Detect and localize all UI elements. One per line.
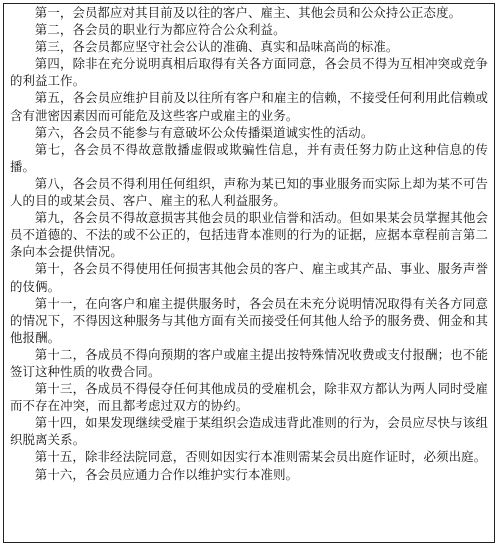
rule-4: 第四，除非在充分说明真相后取得有关各方面同意，各会员不得为互相冲突或竞争的利益工作。	[10, 56, 488, 89]
rule-16: 第十六，各会员应通力合作以维护实行本准则。	[34, 466, 299, 482]
rule-13: 第十三，各成员不得侵夺任何其他成员的受雇机会，除非双方都认为两人同时受雇而不存在冲突，而且都考虑过双方的协约。	[10, 381, 488, 414]
rule-7: 第七，各会员不得故意散播虚假或欺骗性信息，并有责任努力防止这种信息的传播。	[10, 141, 488, 174]
rule-8: 第八，各会员不得利用任何组织，声称为某已知的事业服务而实际上却为某不可告人的目的或某会员、客户、雇主的私人利益服务。	[10, 175, 488, 209]
rule-14: 第十四，如果发现继续受雇于某组织会造成违背此准则的行为，会员应尽快与该组织脱离关系。	[10, 415, 488, 448]
rule-1: 第一，会员都应对其目前及以往的客户、雇主、其他会员和公众持公正态度。	[34, 5, 462, 20]
rule-12: 第十二，各成员不得向预期的客户或雇主提出按特殊情况收费或支付报酬；也不能签订这种性质的收费合同。	[10, 346, 488, 379]
rule-2: 第二，各会员的职业行为都应符合公众利益。	[34, 22, 286, 38]
rules-list	[4, 4, 494, 483]
rule-11: 第十一，在向客户和雇主提供服务时，各会员在未充分说明情况取得有关各方同意的情况下，不得因这种服务与其他方面有关而接受任何其他人给予的服务费、佣金和其他报酬。	[10, 295, 488, 345]
rule-3: 第三，各会员都应坚守社会公认的准确、真实和品味高尚的标准。	[34, 39, 399, 55]
code-of-conduct-document	[3, 3, 495, 543]
rule-5: 第五，各会员应维护目前及以往所有客户和雇主的信赖，不接受任何利用此信赖或含有泄密因素因而可能危及这些客户或雇主的业务。	[10, 90, 488, 123]
rule-9: 第九，各会员不得故意损害其他会员的职业信誉和活动。但如果某会员掌握其他会员不道德的、不法的或不公正的，包括违背本准则的行为的证据，应据本章程前言第二条向本会提供情况。	[10, 210, 488, 260]
rule-10: 第十，各会员不得使用任何损害其他会员的客户、雇主或其产品、事业、服务声誉的伎俩。	[10, 261, 488, 294]
rule-15: 第十五，除非经法院同意，否则如因实行本准则需某会员出庭作证时，必须出庭。	[34, 449, 487, 465]
rule-6: 第六，各会员不能参与有意破坏公众传播渠道诚实性的活动。	[34, 124, 374, 140]
